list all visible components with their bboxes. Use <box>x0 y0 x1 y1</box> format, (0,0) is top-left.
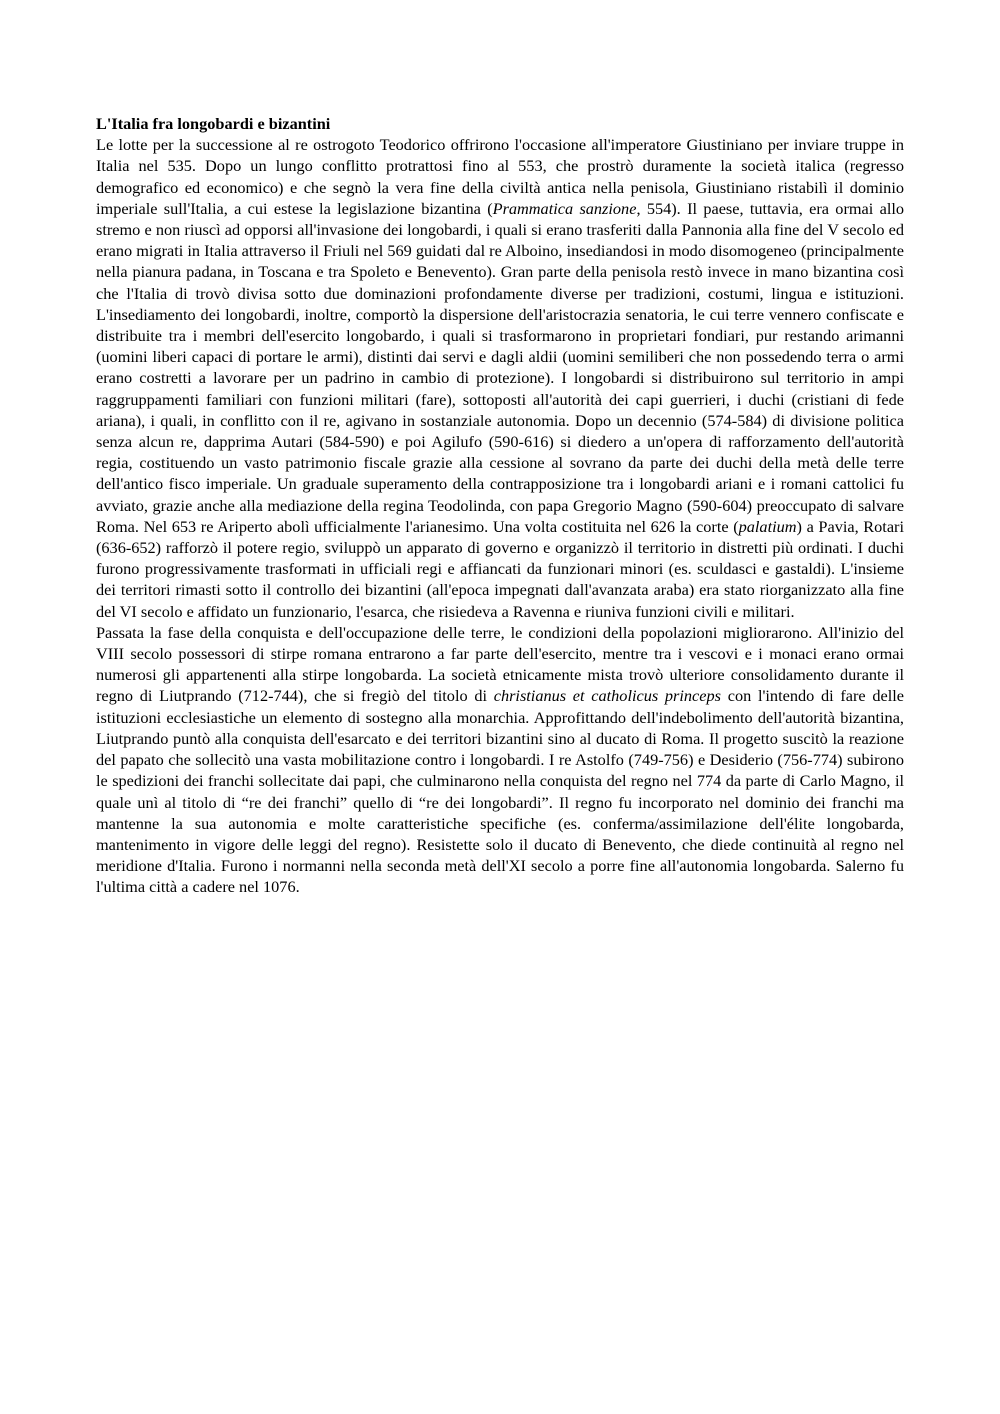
paragraph-2-text: con l'intendo di fare delle istituzioni ecclesiastiche un elemento di sostegno alla monarchia. Approfittando dell'indebolimento dell'autorità bizantina, Liutprando puntò alla conquista dell'esarcato e dei territori bizantini sino al ducato di Roma. Il progetto suscitò la reazione del papato che sollecitò una vasta mobilitazione contro i longobardi. I re Astolfo (749-756) e Desiderio (756-774) subirono le spedizioni dei franchi sollecitate dai papi, che culminarono nella conquista del regno nel 774 da parte di Carlo Magno, il quale unì al titolo di “re dei franchi” quello di “re dei longobardi”. Il regno fu incorporato nel dominio dei franchi ma mantenne la sua autonomia e molte caratteristiche specifiche (es. conferma/assimilazione dell'élite longobarda, mantenimento in vigore delle leggi del regno). Resistette solo il ducato di Benevento, che diede continuità al regno nel meridione d'Italia. Furono i normanni nella seconda metà dell'XI secolo a porre fine all'autonomia longobarda. Salerno fu l'ultima città a cadere nel 1076. <box>96 686 904 897</box>
document-page <box>96 113 904 898</box>
document-title: L'Italia fra longobardi e bizantini <box>96 114 331 133</box>
paragraph-2 <box>96 622 904 898</box>
paragraph-2-italic-title: christianus et catholicus princeps <box>493 686 721 706</box>
paragraph-1-italic-palatium: palatium <box>738 516 797 536</box>
paragraph-1-italic-prammatica: Prammatica sanzione <box>492 198 637 218</box>
paragraph-1-text: Le lotte per la successione al re ostrogoto Teodorico offrirono l'occasione all'imperatore Giustiniano per inviare truppe in Italia nel 535. Dopo un lungo conflitto protrattosi fino al 553, che prostrò duramente la società italica (regresso demografico ed economico) e che segnò la vera fine della civiltà antica nella penisola, Giustiniano ristabilì il dominio imperiale sull'Italia, a cui estese la legislazione bizantina ( <box>96 135 904 218</box>
paragraph-1-text: , 554). Il paese, tuttavia, era ormai allo stremo e non riuscì ad opporsi all'invasione dei longobardi, i quali si erano trasferiti dalla Pannonia alla fine del V secolo ed erano migrati in Italia attraverso il Friuli nel 569 guidati dal re Alboino, insediandosi in modo disomogeneo (principalmente nella pianura padana, in Toscana e tra Spoleto e Benevento). Gran parte della penisola restò invece in mano bizantina così che l'Italia di trovò divisa sotto due dominazioni profondamente diverse per tradizioni, costumi, lingua e istituzioni. L'insediamento dei longobardi, inoltre, comportò la dispersione dell'aristocrazia senatoria, le cui terre vennero confiscate e distribuite tra i membri dell'esercito longobardo, i quali si trasformarono in proprietari fondiari, pur restando arimanni (uomini liberi capaci di portare le armi), distinti dai servi e dagli aldii (uomini semiliberi che non possedendo terra o armi erano costretti a lavorare per un padrino in cambio di protezione). I longobardi si distribuirono sul territorio in ampi raggruppamenti familiari con funzioni militari (fare), sottoposti all'autorità dei capi guerrieri, i duchi (cristiani di fede ariana), i quali, in conflitto con il re, agivano in sostanziale autonomia. Dopo un decennio (574-584) di divisione politica senza alcun re, dapprima Autari (584-590) e poi Agilufo (590-616) si diedero a un'opera di rafforzamento dell'autorità regia, costituendo un vasto patrimonio fiscale grazie alla cessione al sovrano da parte dei duchi della metà delle terre dell'antico fisco imperiale. Un graduale superamento della contrapposizione tra i longobardi ariani e i romani cattolici fu avviato, grazie anche alla mediazione della regina Teodolinda, con papa Gregorio Magno (590-604) preoccupato di salvare Roma. Nel 653 re Ariperto abolì ufficialmente l'arianesimo. Una volta costituita nel 626 la corte ( <box>96 198 905 536</box>
paragraph-1 <box>96 134 904 622</box>
paragraph-2-text: Passata la fase della conquista e dell'occupazione delle terre, le condizioni della popolazioni migliorarono. All'inizio del VIII secolo possessori di stirpe romana entrarono a far parte dell'esercito, mentre tra i vescovi e i monaci erano ormai numerosi gli appartenenti alla stirpe longobarda. La società etnicamente mista trovò ulteriore consolidamento durante il regno di Liutprando (712-744), che si fregiò del titolo di <box>96 622 904 706</box>
paragraph-1-text: ) a Pavia, Rotari (636-652) rafforzò il potere regio, sviluppò un apparato di governo e organizzò il territorio in distretti più ordinati. I duchi furono progressivamente trasformati in ufficiali regi e affiancati da funzionari minori (es. sculdasci e gastaldi). L'insieme dei territori rimasti sotto il controllo dei bizantini (all'epoca impegnati dall'avanzata araba) era stato riorganizzato alla fine del VI secolo e affidato un funzionario, l'esarca, che risiedeva a Ravenna e riuniva funzioni civili e militari. <box>96 516 905 621</box>
